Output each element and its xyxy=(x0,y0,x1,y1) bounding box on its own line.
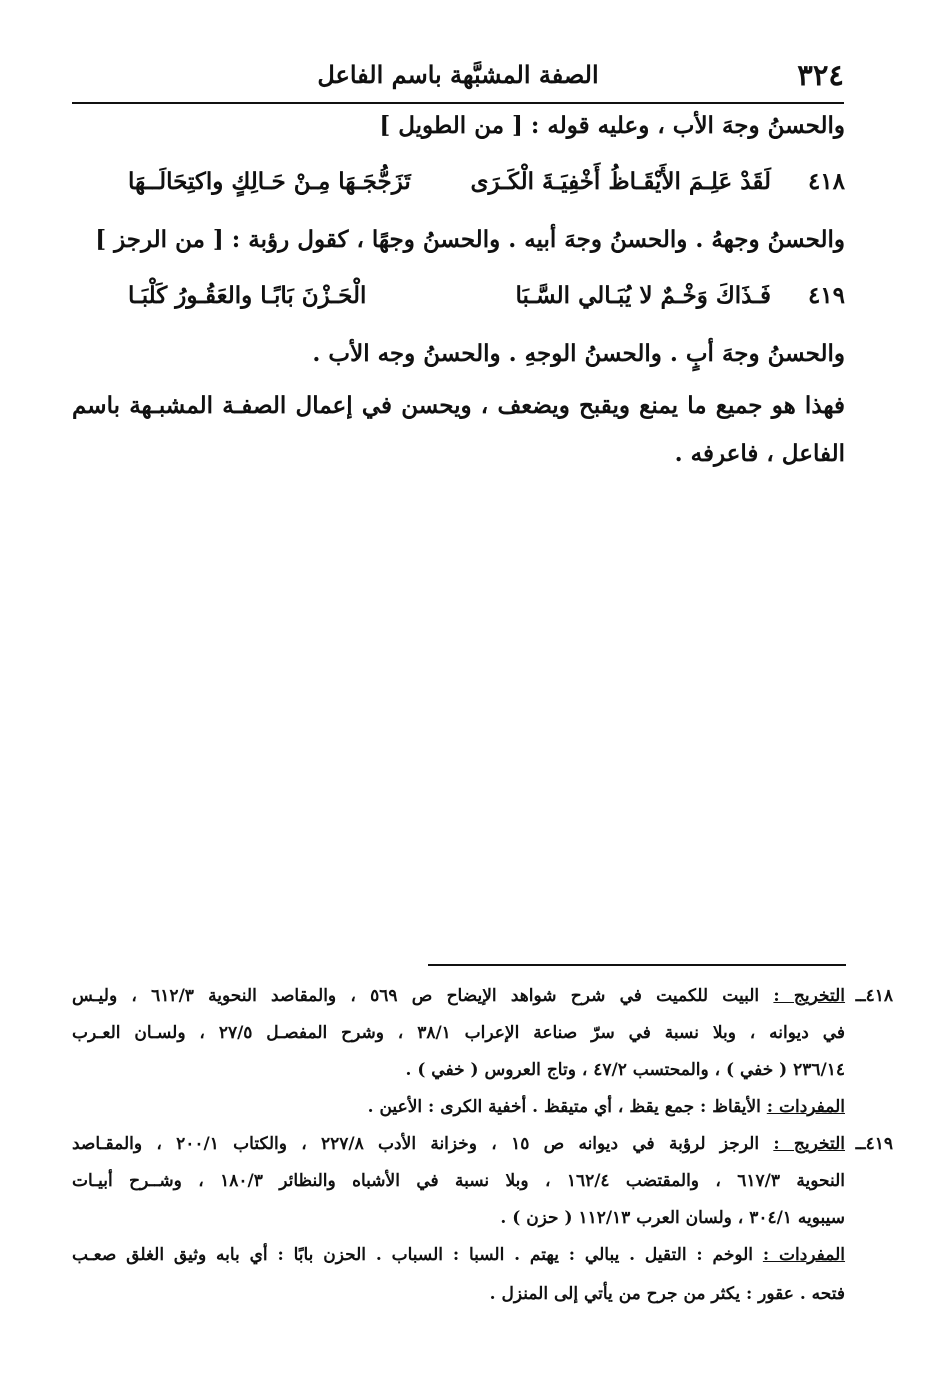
footnote-418-line-3: ٢٣٦/١٤ ( خفي ) ، والمحتسب ٤٧/٢ ، وتاج العروس ( خفي ) . xyxy=(405,1060,845,1080)
verse-second-half: الْحَـزْنَ بَابًـا والعَقُـورُ كَلْبَـا xyxy=(128,282,367,309)
footnote-label: المفردات : xyxy=(762,1245,846,1265)
body-line-4: فهذا هو جميع ما يمنع ويقبح ويضعف ، ويحسن في إعمال الصفـة المشبـهة باسم xyxy=(72,392,845,419)
verse-first-half: فَـذَاكَ وَخْـمٌ لا يُبَـالي السَّـبَا xyxy=(515,282,771,309)
footnote-label: المفردات : xyxy=(766,1097,845,1117)
footnote-418-line-4 xyxy=(368,1097,845,1117)
footnote-text: البيت للكميت في شرح شواهد الإيضاح ص ٥٦٩ ، والمقاصد النحوية ٦١٢/٣ ، وليـس xyxy=(72,986,760,1006)
footnote-label: التخريج : xyxy=(773,1134,845,1154)
footnote-number: ٤١٨ــ xyxy=(855,986,893,1006)
footnote-number: ٤١٩ــ xyxy=(855,1134,893,1154)
body-line-3: والحسنُ وجهَ أبٍ . والحسنُ الوجهِ . والحسنُ وجه الأب . xyxy=(312,340,845,367)
page-header xyxy=(72,50,844,104)
page-number: ٣٢٤ xyxy=(797,58,844,92)
footnote-419-line-1 xyxy=(72,1134,845,1154)
verse-number: ٤١٩ xyxy=(807,282,845,309)
verse-first-half: لَقَدْ عَلِـمَ الأَيْقَـاظُ أَخْفِيَـةَ الْكَـرَى xyxy=(470,168,771,195)
body-line-2: والحسنُ وجههُ . والحسنُ وجهَ أبيه . والحسنُ وجهًا ، كقول رؤبة : [ من الرجز ] xyxy=(95,226,845,253)
verse-second-half: تَزَجُّجَـهَا مِـنْ حَـالِكٍ واكتِحَالَــهَا xyxy=(128,168,411,195)
footnote-418-line-2: في ديوانه ، وبلا نسبة في سرّ صناعة الإعراب ٣٨/١ ، وشرح المفصـل ٢٧/٥ ، ولسـان العـرب xyxy=(72,1023,845,1043)
running-title: الصفة المشبَّهة باسم الفاعل xyxy=(317,60,599,89)
footnote-label: التخريج : xyxy=(773,986,846,1006)
footnote-separator xyxy=(428,964,846,966)
footnote-419-line-3: سيبويه ٣٠٤/١ ، ولسان العرب ١١٢/١٣ ( حزن ) . xyxy=(500,1208,845,1228)
verse-418 xyxy=(128,168,845,208)
verse-419 xyxy=(128,282,845,322)
body-line-1: والحسنُ وجهَ الأب ، وعليه قوله : [ من الطويل ] xyxy=(379,112,845,139)
footnote-419-line-2: النحوية ٦١٧/٣ ، والمقتضب ١٦٢/٤ ، وبلا نسبة في الأشباه والنظائر ١٨٠/٣ ، وشــرح أبيـات xyxy=(72,1171,845,1191)
footnote-text: الرجز لرؤبة في ديوانه ص ١٥ ، وخزانة الأدب ٢٢٧/٨ ، والكتاب ٢٠٠/١ ، والمقـاصد xyxy=(72,1134,760,1154)
footnote-text: الأيقاظ : جمع يقظ ، أي متيقظ . أخفية الكرى : الأعين . xyxy=(367,1097,761,1117)
verse-number: ٤١٨ xyxy=(807,168,845,195)
footnote-text: الوخم : التقيل . يبالي : يهتم . السبا : السباب . الحزن بابًا : أي بابه وثيق الغلق صعـب xyxy=(72,1245,754,1265)
body-line-5: الفاعل ، فاعرفه . xyxy=(674,440,845,467)
footnote-419-line-4 xyxy=(72,1245,845,1265)
footnote-418-line-1 xyxy=(72,986,845,1006)
footnote-419-line-5: فتحه . عقور : يكثر من جرح من يأتي إلى المنزل . xyxy=(489,1284,845,1304)
